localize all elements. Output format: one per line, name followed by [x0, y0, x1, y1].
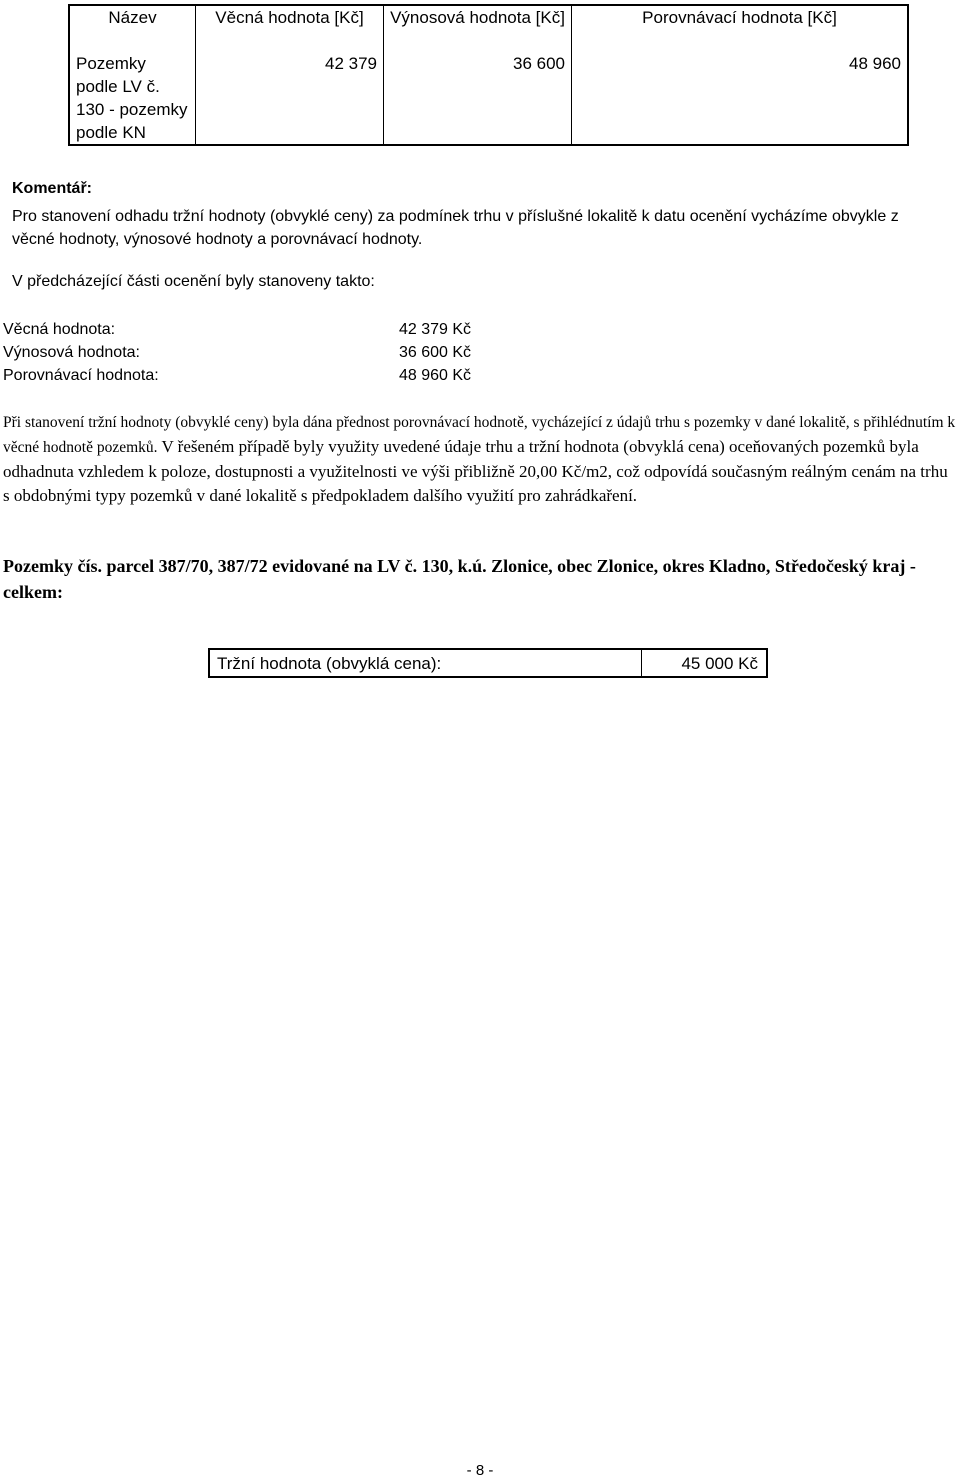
- table-header-row: [69, 5, 908, 52]
- comment-text: Pro stanovení odhadu tržní hodnoty (obvyklé ceny) za podmínek trhu v příslušné lokalitě k datu ocenění vycházíme obvykle z věcné hodnoty, výnosové hodnoty a porovnávací hodnoty.: [12, 208, 899, 248]
- header-name: Název: [69, 5, 196, 52]
- page-number: - 8 -: [466, 1462, 494, 1479]
- header-vecna: Věcná hodnota [Kč]: [196, 5, 384, 52]
- summary-value-porovnavaci: 48 960 Kč: [399, 367, 472, 384]
- row-name: Pozemky podle LV č. 130 - pozemky podle KN: [69, 52, 196, 145]
- table-row: [69, 52, 908, 145]
- valuation-paragraph: [3, 410, 958, 508]
- summary-label-vecna: Věcná hodnota:: [3, 321, 116, 338]
- market-value-amount: 45 000 Kč: [681, 654, 758, 673]
- summary-value-vecna: 42 379 Kč: [399, 321, 472, 338]
- row-vynosova: 36 600: [384, 52, 572, 145]
- comment-heading: Komentář:: [12, 180, 93, 197]
- header-porovnavaci: Porovnávací hodnota [Kč]: [572, 5, 909, 52]
- summary-label-vynosova: Výnosová hodnota:: [3, 344, 140, 361]
- summary-value-vynosova: 36 600 Kč: [399, 344, 472, 361]
- previous-values-intro: V předcházející části ocenění byly stanoveny takto:: [12, 273, 375, 290]
- value-comparison-table: [68, 4, 909, 146]
- market-value-box: [208, 648, 768, 678]
- row-porovnavaci: 48 960: [572, 52, 909, 145]
- header-vynosova: Výnosová hodnota [Kč]: [384, 5, 572, 52]
- paragraph-part-2: V řešeném případě byly využity uvedené údaje trhu a tržní hodnota (obvyklá cena) oceňovaných pozemků byla odhadnuta vzhledem k poloze, dostupnosti a využitelnosti ve výši přibližně 20,00 Kč/m2, což odpovídá současným reálným cenám na trhu s obdobnými typy pozemků v dané lokalitě s předpokladem dalšího využití pro zahrádkaření.: [3, 437, 948, 505]
- market-value-label: Tržní hodnota (obvyklá cena):: [210, 650, 642, 676]
- summary-label-porovnavaci: Porovnávací hodnota:: [3, 367, 159, 384]
- row-vecna: 42 379: [196, 52, 384, 145]
- parcel-title: Pozemky čís. parcel 387/70, 387/72 evidované na LV č. 130, k.ú. Zlonice, obec Zlonice, okres Kladno, Středočeský kraj - celkem:: [3, 556, 916, 602]
- paragraph-part-1: Při stanovení tržní hodnoty (obvyklé ceny) byla dána přednost porovnávací hodnotě, vycházející z údajů trhu s pozemky v dané lokalitě, s přihlédnutím k věcné hodnotě pozemků.: [3, 414, 956, 456]
